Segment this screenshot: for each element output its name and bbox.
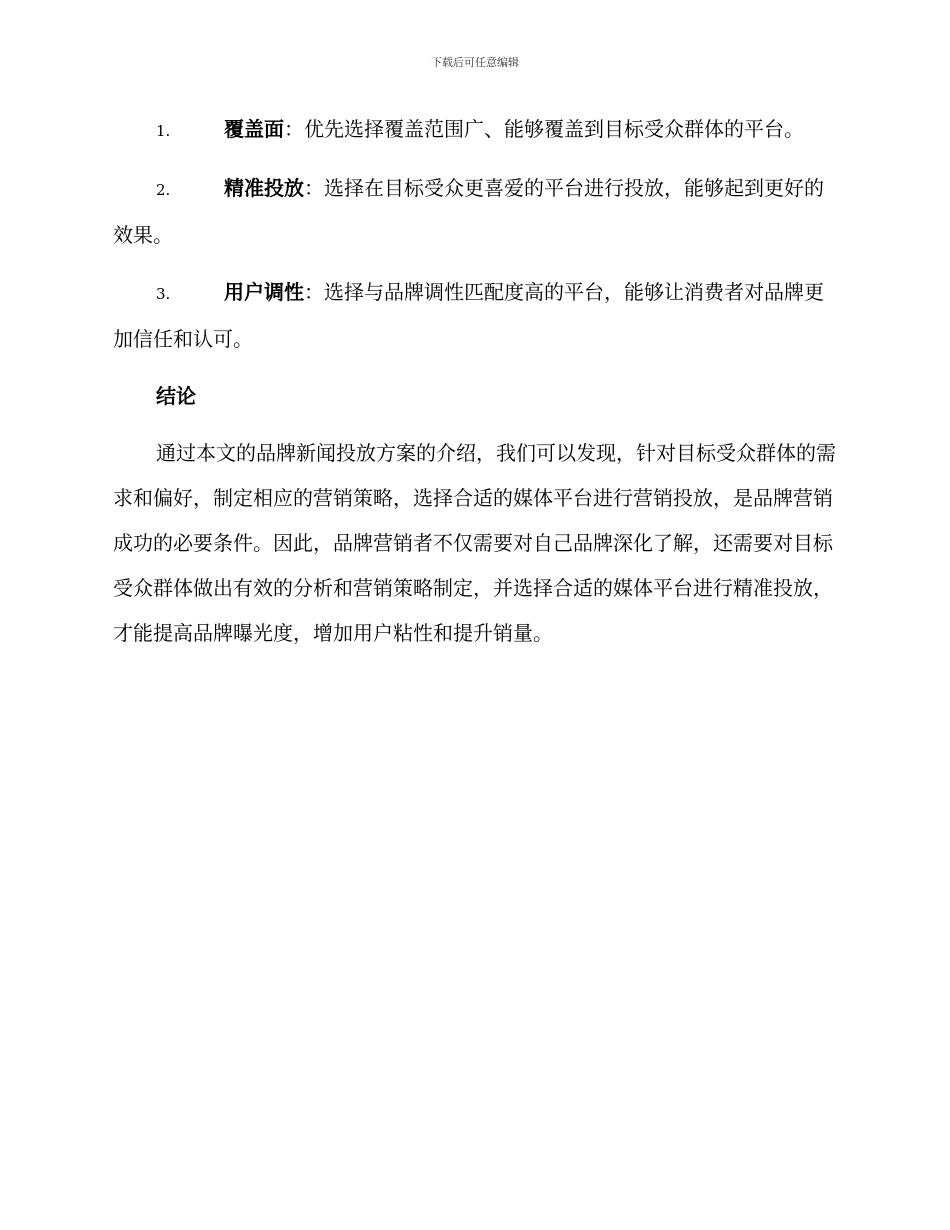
- header-note: 下载后可任意编辑: [431, 56, 519, 69]
- document-body: [113, 107, 838, 656]
- list-term: 精准投放: [224, 176, 304, 200]
- list-text: ：选择与品牌调性匹配度高的平台，能够让消费者对品牌更加信任和认可。: [113, 280, 824, 351]
- list-number: 1.: [156, 122, 171, 140]
- list-term: 覆盖面: [224, 117, 284, 141]
- list-number: 2.: [156, 181, 171, 199]
- list-item: [113, 107, 838, 154]
- list-term: 用户调性: [224, 280, 304, 304]
- list-text: ：优先选择覆盖范围广、能够覆盖到目标受众群体的平台。: [284, 117, 804, 141]
- list-item: [113, 270, 838, 362]
- list-number: 3.: [156, 285, 171, 303]
- list-item: [113, 166, 838, 258]
- section-heading: 结论: [156, 384, 196, 408]
- list-text: ：选择在目标受众更喜爱的平台进行投放，能够起到更好的效果。: [113, 176, 824, 247]
- conclusion-paragraph: 通过本文的品牌新闻投放方案的介绍，我们可以发现，针对目标受众群体的需求和偏好，制定相应的营销策略，选择合适的媒体平台进行营销投放，是品牌营销成功的必要条件。因此，品牌营销者不仅需要对自己品牌深化了解，还需要对目标受众群体做出有效的分析和营销策略制定，并选择合适的媒体平台进行精准投放，才能提高品牌曝光度，增加用户粘性和提升销量。: [113, 441, 836, 645]
